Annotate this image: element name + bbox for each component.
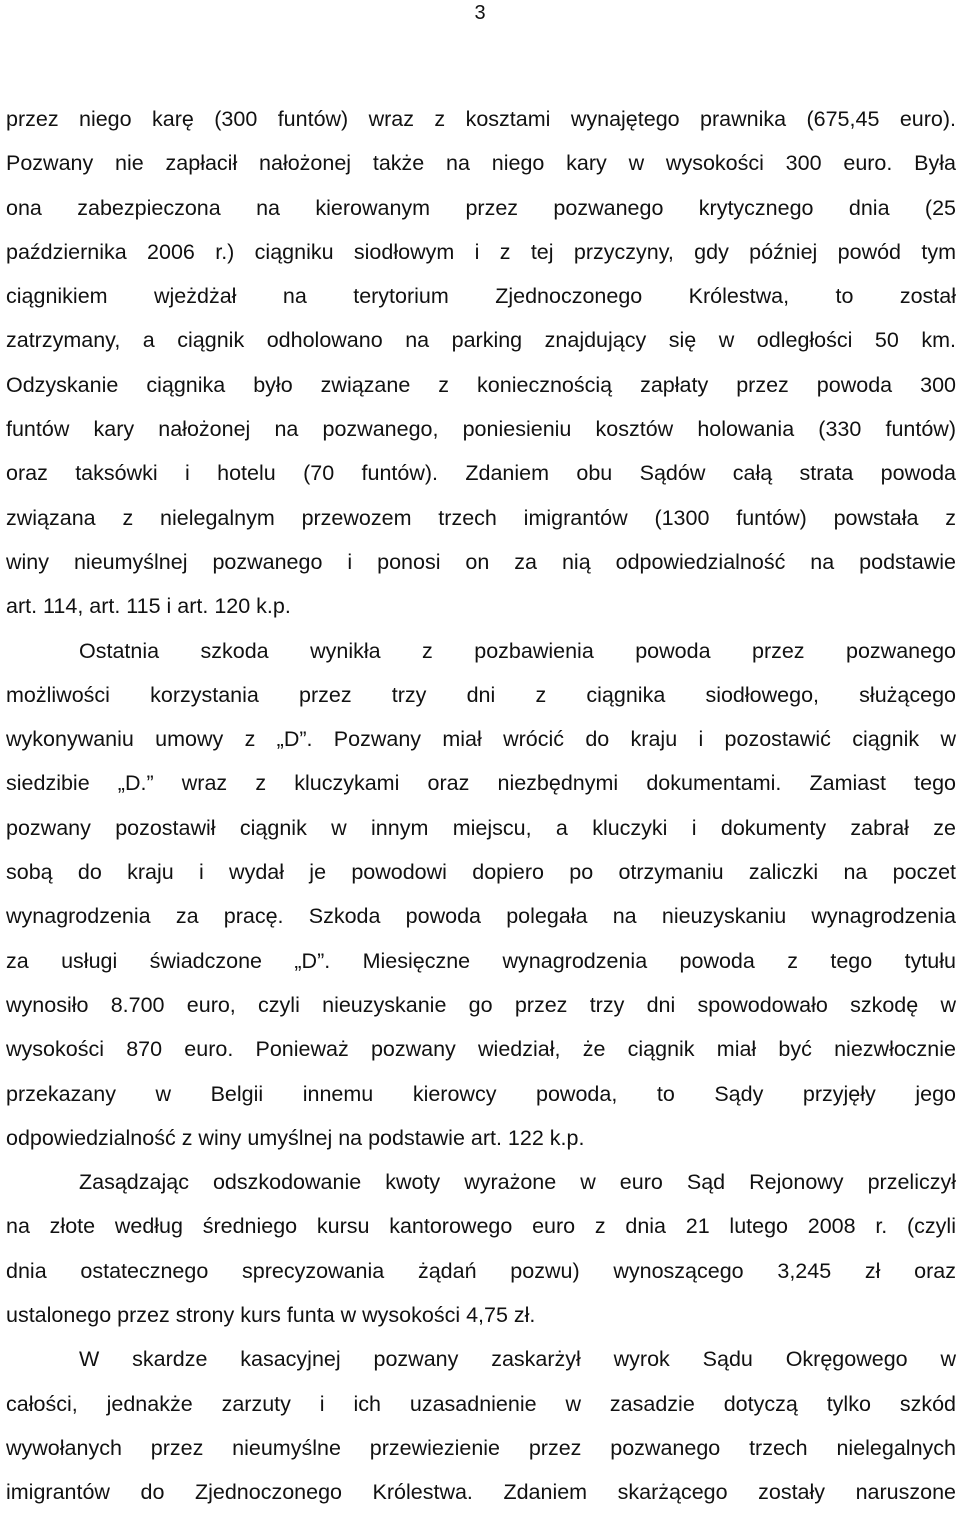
text-line: oraz taksówki i hotelu (70 funtów). Zdaniem obu Sądów całą strata powoda <box>6 461 956 486</box>
text-line: ona zabezpieczona na kierowanym przez pozwanego krytycznego dnia (25 <box>6 195 956 220</box>
text-line: przekazany w Belgii innemu kierowcy powoda, to Sądy przyjęły jego <box>6 1081 956 1106</box>
text-line: wysokości 870 euro. Ponieważ pozwany wiedział, że ciągnik miał być niezwłocznie <box>6 1037 956 1062</box>
page-number: 3 <box>474 2 486 24</box>
text-line: Odzyskanie ciągnika było związane z koniecznością zapłaty przez powoda 300 <box>6 372 956 397</box>
text-line: Pozwany nie zapłacił nałożonej także na niego kary w wysokości 300 euro. Była <box>6 151 956 176</box>
text-line: wynagrodzenia za pracę. Szkoda powoda polegała na nieuzyskaniu wynagrodzenia <box>6 904 956 929</box>
text-line: pozwany pozostawił ciągnik w innym miejscu, a kluczyki i dokumenty zabrał ze <box>6 815 956 840</box>
text-line: odpowiedzialność z winy umyślnej na podstawie art. 122 k.p. <box>6 1125 585 1150</box>
text-line: związana z nielegalnym przewozem trzech imigrantów (1300 funtów) powstała z <box>6 505 956 530</box>
text-line: za usługi świadczone „D”. Miesięczne wynagrodzenia powoda z tego tytułu <box>6 948 956 973</box>
text-line: wywołanych przez nieumyślne przewiezienie przez pozwanego trzech nielegalnych <box>6 1435 956 1460</box>
text-line: całości, jednakże zarzuty i ich uzasadnienie w zasadzie dotyczą tylko szkód <box>6 1391 956 1416</box>
text-line: Zasądzając odszkodowanie kwoty wyrażone w euro Sąd Rejonowy przeliczył <box>79 1170 956 1195</box>
text-line: imigrantów do Zjednoczonego Królestwa. Zdaniem skarżącego zostały naruszone <box>6 1480 956 1505</box>
text-line: Ostatnia szkoda wynikła z pozbawienia powoda przez pozwanego <box>79 638 956 663</box>
text-line: wykonywaniu umowy z „D”. Pozwany miał wrócić do kraju i pozostawić ciągnik w <box>6 727 956 752</box>
text-line: siedzibie „D.” wraz z kluczykami oraz niezbędnymi dokumentami. Zamiast tego <box>6 771 956 796</box>
text-line: zatrzymany, a ciągnik odholowano na parking znajdujący się w odległości 50 km. <box>6 328 956 353</box>
text-line: wynosiło 8.700 euro, czyli nieuzyskanie go przez trzy dni spowodowało szkodę w <box>6 992 956 1017</box>
text-line: dnia ostatecznego sprecyzowania żądań pozwu) wynoszącego 3,245 zł oraz <box>6 1258 956 1283</box>
text-line: ciągnikiem wjeżdżał na terytorium Zjednoczonego Królestwa, to został <box>6 284 956 309</box>
text-line: winy nieumyślnej pozwanego i ponosi on za nią odpowiedzialność na podstawie <box>6 549 956 574</box>
document-body <box>6 97 956 1515</box>
text-line: ustalonego przez strony kurs funta w wysokości 4,75 zł. <box>6 1303 536 1328</box>
text-line: sobą do kraju i wydał je powodowi dopiero po otrzymaniu zaliczki na poczet <box>6 860 956 885</box>
text-line: art. 114, art. 115 i art. 120 k.p. <box>6 594 291 619</box>
text-line: W skardze kasacyjnej pozwany zaskarżył wyrok Sądu Okręgowego w <box>79 1347 956 1372</box>
text-line: października 2006 r.) ciągniku siodłowym i z tej przyczyny, gdy później powód tym <box>6 239 956 264</box>
text-line: funtów kary nałożonej na pozwanego, poniesieniu kosztów holowania (330 funtów) <box>6 417 956 442</box>
text-line: możliwości korzystania przez trzy dni z ciągnika siodłowego, służącego <box>6 682 956 707</box>
text-line: na złote według średniego kursu kantorowego euro z dnia 21 lutego 2008 r. (czyli <box>6 1214 956 1239</box>
text-line: przez niego karę (300 funtów) wraz z kosztami wynajętego prawnika (675,45 euro). <box>6 107 956 131</box>
